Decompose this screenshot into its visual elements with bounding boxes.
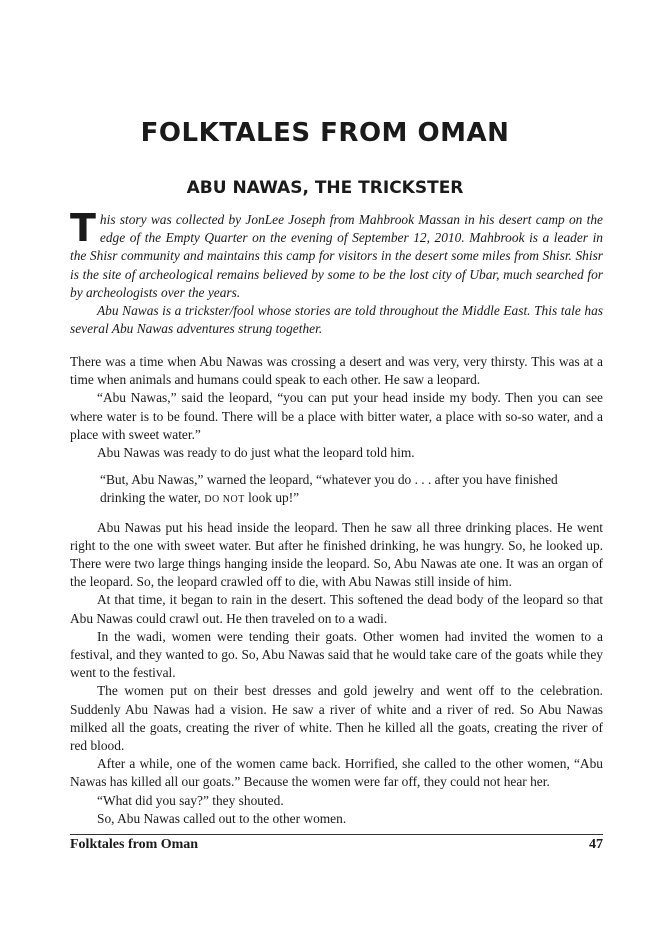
story-title: ABU NAWAS, THE TRICKSTER: [186, 178, 464, 198]
story-paragraph-4: Abu Nawas put his head inside the leopard. Then he saw all three drinking places. He went right to the one with sweet water. But after he finished drinking, he was hungry. So, he looked up. There were two large things hanging inside the leopard. So, Abu Nawas ate one. It was an organ of the leopard. So, the leopard crawled off to die, with Abu Nawas still inside of him.: [70, 519, 603, 590]
story-paragraph-5: At that time, it began to rain in the desert. This softened the dead body of the leopard so that Abu Nawas could crawl out. He then traveled on to a wadi.: [70, 592, 603, 626]
page-title: FOLKTALES FROM OMAN: [140, 118, 510, 148]
footer-book-title: Folktales from Oman: [70, 837, 199, 852]
drop-cap: T: [70, 206, 96, 250]
story-paragraph-2: “Abu Nawas,” said the leopard, “you can put your head inside my body. Then you can see where water is to be found. There will be a place with bitter water, a place with so-so water, and a place with sweet water.”: [70, 390, 603, 442]
story-paragraph-8: After a while, one of the women came back. Horrified, she called to the other women, “Abu Nawas has killed all our goats.” Because the women were far off, they could not hear her.: [70, 756, 603, 790]
page-number: 47: [589, 837, 603, 852]
story-paragraph-10: So, Abu Nawas called out to the other women.: [97, 810, 347, 826]
quote-text-end: look up!”: [244, 490, 300, 506]
intro-paragraph-2: Abu Nawas is a trickster/fool whose stories are told throughout the Middle East. This tale has several Abu Nawas adventures strung together.: [70, 303, 603, 337]
intro-block: [70, 206, 603, 338]
story-paragraph-7: The women put on their best dresses and gold jewelry and went off to the celebration. Suddenly Abu Nawas had a vision. He saw a river of white and a river of red. So Abu Nawas milked all the goats, creating the river of white. Then he killed all the goats, creating the river of red blood.: [70, 683, 603, 754]
intro-paragraph-1-text: his story was collected by JonLee Joseph from Mahbrook Massan in his desert camp on the edge of the Empty Quarter on the evening of September 12, 2010. Mahbrook is a leader in the Shisr community and maintains this camp for visitors in the desert some miles from Shisr. Shisr is the site of archeological remains believed by some to be the lost city of Ubar, much searched for by archeologists over the years.: [70, 212, 603, 300]
story-paragraph-1: There was a time when Abu Nawas was crossing a desert and was very, very thirsty. This was at a time when animals and humans could speak to each other. He saw a leopard.: [70, 354, 603, 388]
block-quote: [100, 471, 573, 509]
quote-text-start: “But, Abu Nawas,” warned the leopard, “whatever you do . . . after you have finished drinking the water,: [100, 472, 558, 506]
story-paragraph-6: In the wadi, women were tending their goats. Other women had invited the women to a festival, and they wanted to go. So, Abu Nawas said that he would take care of the goats while they went to the festival.: [70, 628, 603, 681]
story-paragraph-3: Abu Nawas was ready to do just what the leopard told him.: [97, 445, 415, 461]
story-body: [70, 353, 603, 828]
intro-paragraph-1: [70, 206, 603, 302]
footer-rule: [70, 834, 603, 835]
story-paragraph-9: “What did you say?” they shouted.: [97, 792, 284, 808]
quote-small-caps: DO NOT: [204, 494, 245, 506]
